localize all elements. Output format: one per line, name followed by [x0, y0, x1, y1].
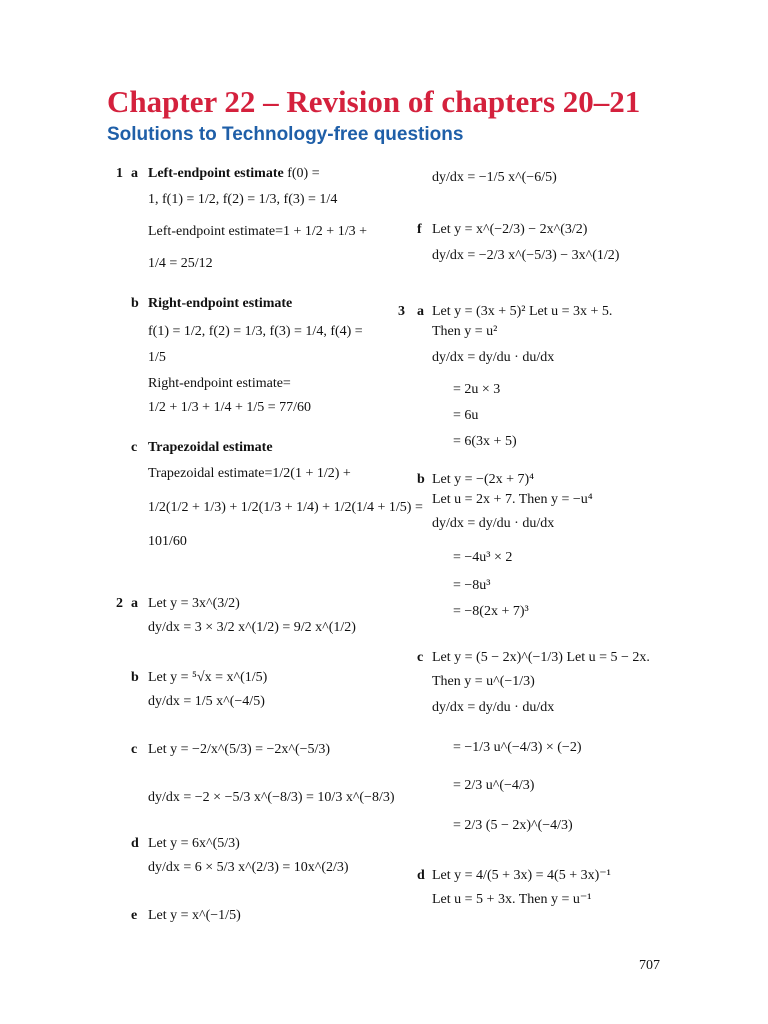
part-b-line-4: = −4u³ × 2	[453, 550, 513, 565]
part-label: d	[417, 868, 425, 883]
part-a-line-2: 1, f(1) = 1/2, f(2) = 1/3, f(3) = 1/4	[148, 192, 338, 207]
part-a-line-2: Then y = u²	[432, 324, 498, 339]
part-c-line-3: 101/60	[148, 534, 187, 549]
part-label: b	[131, 670, 139, 685]
part-a-line-3: dy/dx = dy/du · du/dx	[432, 350, 555, 365]
part-label: c	[131, 440, 138, 455]
part-e-line-2: dy/dx = −1/5 x^(−6/5)	[432, 170, 557, 185]
part-b-line-6: = −8(2x + 7)³	[453, 604, 529, 619]
part-c-line-4: = −1/3 u^(−4/3) × (−2)	[453, 740, 582, 755]
part-a-line-4: 1/4 = 25/12	[148, 256, 213, 271]
part-a-line-5: = 6u	[453, 408, 479, 423]
part-label: a	[131, 166, 138, 181]
part-b-line-4: 1/2 + 1/3 + 1/4 + 1/5 = 77/60	[148, 400, 312, 415]
part-a-line-1: Left-endpoint estimate f(0) =	[148, 166, 320, 181]
section-subtitle: Solutions to Technology-free questions	[107, 124, 464, 145]
part-b-line-3: Right-endpoint estimate=	[148, 376, 291, 391]
part-b-line-2: Let u = 2x + 7. Then y = −u⁴	[432, 492, 593, 507]
part-label: e	[131, 908, 138, 923]
part-b-line-5: = −8u³	[453, 578, 491, 593]
part-label: d	[131, 836, 139, 851]
part-c-line-1: Trapezoidal estimate=1/2(1 + 1/2) +	[148, 466, 351, 481]
part-c-line-1: Let y = (5 − 2x)^(−1/3) Let u = 5 − 2x.	[432, 650, 650, 665]
page-number: 707	[639, 958, 660, 973]
part-d-line-2: dy/dx = 6 × 5/3 x^(2/3) = 10x^(2/3)	[148, 860, 349, 875]
part-c-line-2: Then y = u^(−1/3)	[432, 674, 535, 689]
part-a-line-1: Let y = 3x^(3/2)	[148, 596, 240, 611]
part-c-line-3: dy/dx = dy/du · du/dx	[432, 700, 555, 715]
part-c-line-1: Let y = −2/x^(5/3) = −2x^(−5/3)	[148, 742, 331, 757]
part-d-line-1: Let y = 6x^(5/3)	[148, 836, 240, 851]
part-label: a	[417, 304, 424, 319]
question-number: 3	[398, 304, 405, 319]
question-number: 1	[116, 166, 123, 181]
part-d-line-2: Let u = 5 + 3x. Then y = u⁻¹	[432, 892, 592, 907]
part-c-line-2: 1/2(1/2 + 1/3) + 1/2(1/3 + 1/4) + 1/2(1/4 + 1/5) =	[148, 500, 423, 515]
part-d-line-1: Let y = 4/(5 + 3x) = 4(5 + 3x)⁻¹	[432, 868, 611, 883]
part-c-line-5: = 2/3 u^(−4/3)	[453, 778, 535, 793]
part-b-line-2: 1/5	[148, 350, 166, 365]
part-label: c	[417, 650, 424, 665]
part-e-line-1: Let y = x^(−1/5)	[148, 908, 241, 923]
part-label: b	[131, 296, 139, 311]
part-b-line-1: Let y = ⁵√x = x^(1/5)	[148, 670, 268, 685]
part-a-line-3: Left-endpoint estimate=1 + 1/2 + 1/3 +	[148, 224, 367, 239]
part-b-line-1: Let y = −(2x + 7)⁴	[432, 472, 535, 487]
part-a-line-6: = 6(3x + 5)	[453, 434, 517, 449]
part-a-line-1: Let y = (3x + 5)² Let u = 3x + 5.	[432, 304, 613, 319]
part-f-line-1: Let y = x^(−2/3) − 2x^(3/2)	[432, 222, 588, 237]
chapter-title: Chapter 22 – Revision of chapters 20–21	[107, 84, 641, 119]
part-b-line-1: f(1) = 1/2, f(2) = 1/3, f(3) = 1/4, f(4) =	[148, 324, 363, 339]
part-c-line-2: dy/dx = −2 × −5/3 x^(−8/3) = 10/3 x^(−8/3)	[148, 790, 395, 805]
part-label: b	[417, 472, 425, 487]
part-f-line-2: dy/dx = −2/3 x^(−5/3) − 3x^(1/2)	[432, 248, 620, 263]
part-a-line-2: dy/dx = 3 × 3/2 x^(1/2) = 9/2 x^(1/2)	[148, 620, 356, 635]
part-label: a	[131, 596, 138, 611]
part-a-line-4: = 2u × 3	[453, 382, 501, 397]
part-b-line-2: dy/dx = 1/5 x^(−4/5)	[148, 694, 265, 709]
part-c-line-6: = 2/3 (5 − 2x)^(−4/3)	[453, 818, 573, 833]
part-b-line-3: dy/dx = dy/du · du/dx	[432, 516, 555, 531]
part-heading: Left-endpoint estimate	[148, 166, 284, 181]
part-label: f	[417, 222, 422, 237]
question-number: 2	[116, 596, 123, 611]
part-label: c	[131, 742, 138, 757]
part-heading: Trapezoidal estimate	[148, 440, 273, 455]
part-heading: Right-endpoint estimate	[148, 296, 293, 311]
